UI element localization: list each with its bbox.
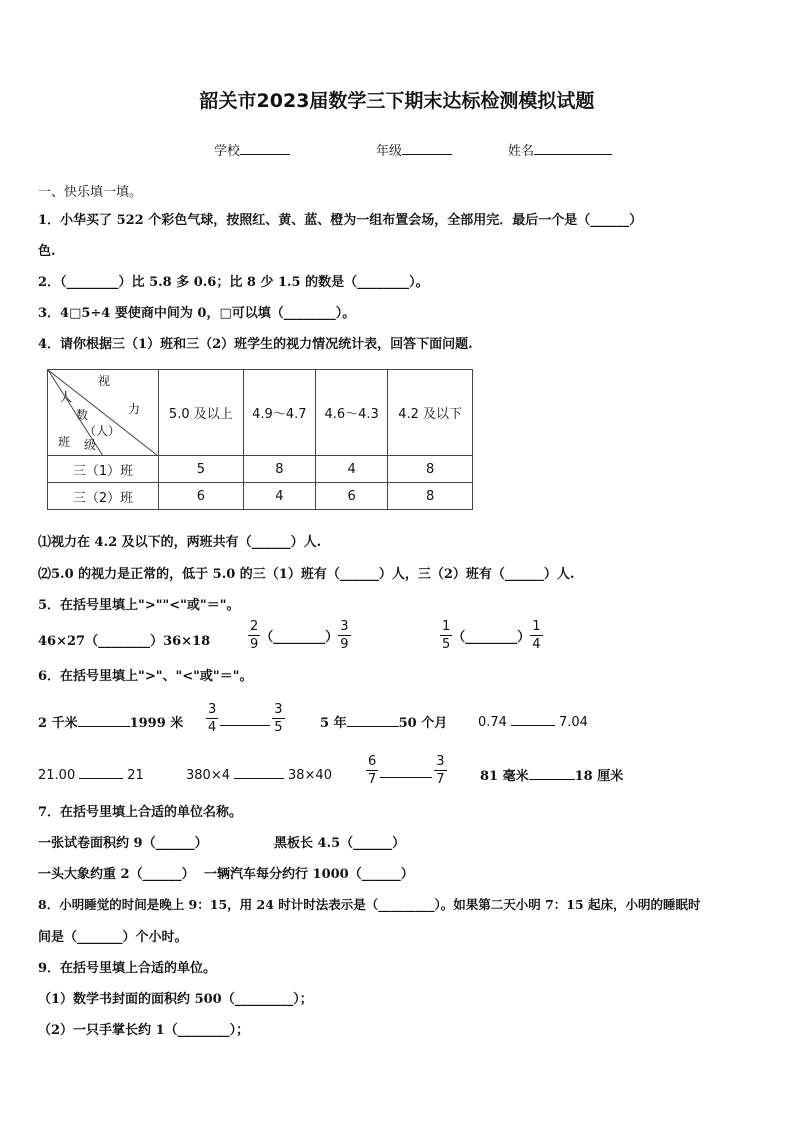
table-cell: 6	[315, 483, 387, 510]
question-1-line1: 1．小华买了 522 个彩色气球，按照红、黄、蓝、橙为一组布置会场，全部用完．最后一个是（______）	[38, 213, 643, 228]
q7-item-c: 一头大象约重 2（______）	[38, 867, 195, 882]
answer-blank[interactable]	[79, 765, 123, 779]
section-heading: 一、快乐填一填。	[38, 185, 143, 200]
q7-item-a: 一张试卷面积约 9（______）	[38, 836, 208, 851]
school-label: 学校	[214, 144, 241, 159]
q5-item-1: 46×27（________）36×18	[38, 634, 211, 649]
column-header: 4.2 及以下	[388, 370, 473, 456]
question-5-title: 5．在括号里填上">""<"或"＝"。	[38, 598, 240, 613]
q6-item-h: 81 毫米 18 厘米	[480, 765, 623, 784]
grade-blank[interactable]	[402, 141, 452, 155]
table-cell: 4	[243, 483, 315, 510]
answer-blank[interactable]	[78, 713, 130, 727]
page-title: 韶关市2023届数学三下期末达标检测模拟试题	[199, 90, 595, 112]
answer-paren[interactable]: （________）	[452, 630, 531, 645]
diagonal-header-cell	[48, 370, 159, 456]
q6-item-e: 21.00 21	[38, 765, 144, 783]
answer-blank[interactable]	[234, 765, 284, 779]
answer-blank[interactable]	[380, 764, 432, 778]
fraction: $\frac{3}{7}$	[436, 754, 445, 787]
q9-item-a: （1）数学书封面的面积约 500（_________）；	[38, 992, 313, 1007]
table-cell: 6	[159, 483, 244, 510]
table-cell: 8	[243, 456, 315, 483]
table-cell: 8	[388, 456, 473, 483]
fraction: $\frac{2}{9}$	[250, 619, 259, 652]
fraction: $\frac{3}{5}$	[274, 702, 283, 735]
question-8-line2: 间是（_______）个小时。	[38, 930, 188, 945]
vision-table	[47, 369, 473, 510]
question-3: 3．4□5÷4 要使商中间为 0，□可以填（________）。	[38, 306, 356, 321]
q6-item-c: 5 年 50 个月	[320, 712, 447, 731]
school-blank[interactable]	[240, 141, 290, 155]
fraction: $\frac{3}{9}$	[340, 619, 349, 652]
question-2: 2．（________）比 5.8 多 0.6；比 8 少 1.5 的数是（________）。	[38, 275, 429, 290]
question-1-line2: 色.	[38, 244, 56, 259]
name-blank[interactable]	[534, 141, 612, 155]
q7-item-b: 黑板长 4.5（______）	[274, 836, 406, 851]
question-8-line1: 8．小明睡觉的时间是晚上 9：15，用 24 时计时法表示是（_________）。如果第二天小明 7：15 起床，小明的睡眠时	[38, 897, 701, 912]
answer-paren[interactable]: （________）	[260, 630, 339, 645]
column-header: 5.0 及以上	[159, 370, 244, 456]
question-6-title: 6．在括号里填上">"、"<"或"＝"。	[38, 669, 253, 684]
table-cell: 5	[159, 456, 244, 483]
question-4-part2: ⑵5.0 的视力是正常的，低于 5.0 的三（1）班有（______）人，三（2）班有（______）人.	[38, 567, 575, 582]
answer-blank[interactable]	[529, 766, 575, 780]
row-class: 三（1）班	[48, 456, 159, 483]
answer-blank[interactable]	[220, 712, 270, 726]
fraction: $\frac{6}{7}$	[368, 754, 377, 787]
q5-item-2	[248, 618, 351, 653]
q5-item-3	[440, 618, 543, 653]
diag-label-ren-unit: （人）	[84, 424, 121, 438]
column-header: 4.9～4.7	[243, 370, 315, 456]
diag-label-shi: 视	[98, 374, 111, 388]
fraction: $\frac{3}{4}$	[208, 702, 217, 735]
table-cell: 8	[388, 483, 473, 510]
table-row	[48, 483, 473, 510]
q6-item-d: 0.74 7.04	[478, 712, 588, 730]
diag-label-ban: 班	[58, 435, 71, 449]
q6-item-g	[366, 753, 447, 788]
table-row	[48, 456, 473, 483]
name-field[interactable]	[508, 140, 612, 159]
question-9-title: 9．在括号里填上合适的单位。	[38, 961, 217, 976]
grade-field[interactable]	[376, 140, 452, 159]
question-7-title: 7．在括号里填上合适的单位名称。	[38, 805, 243, 820]
q9-item-b: （2）一只手掌长约 1（________）；	[38, 1023, 250, 1038]
school-field[interactable]	[214, 140, 290, 159]
q6-item-a: 2 千米 1999 米	[38, 712, 183, 731]
diag-label-shu: 数	[76, 408, 89, 422]
diag-label-li: 力	[128, 402, 141, 416]
q6-item-b	[206, 701, 285, 736]
fraction: $\frac{1}{5}$	[442, 619, 451, 652]
row-class: 三（2）班	[48, 483, 159, 510]
answer-blank[interactable]	[347, 713, 399, 727]
diag-label-ren: 人	[60, 390, 73, 404]
column-header: 4.6～4.3	[315, 370, 387, 456]
table-cell: 4	[315, 456, 387, 483]
question-4-part1: ⑴视力在 4.2 及以下的，两班共有（______）人.	[38, 535, 322, 550]
name-label: 姓名	[508, 144, 535, 159]
q6-item-f: 380×4 38×40	[186, 765, 332, 783]
grade-label: 年级	[376, 144, 403, 159]
question-4: 4．请你根据三（1）班和三（2）班学生的视力情况统计表，回答下面问题.	[38, 337, 473, 352]
diag-label-ji: 级	[84, 438, 97, 452]
q7-item-d: 一辆汽车每分约行 1000（______）	[204, 867, 414, 882]
fraction: $\frac{1}{4}$	[532, 619, 541, 652]
answer-blank[interactable]	[511, 712, 555, 726]
